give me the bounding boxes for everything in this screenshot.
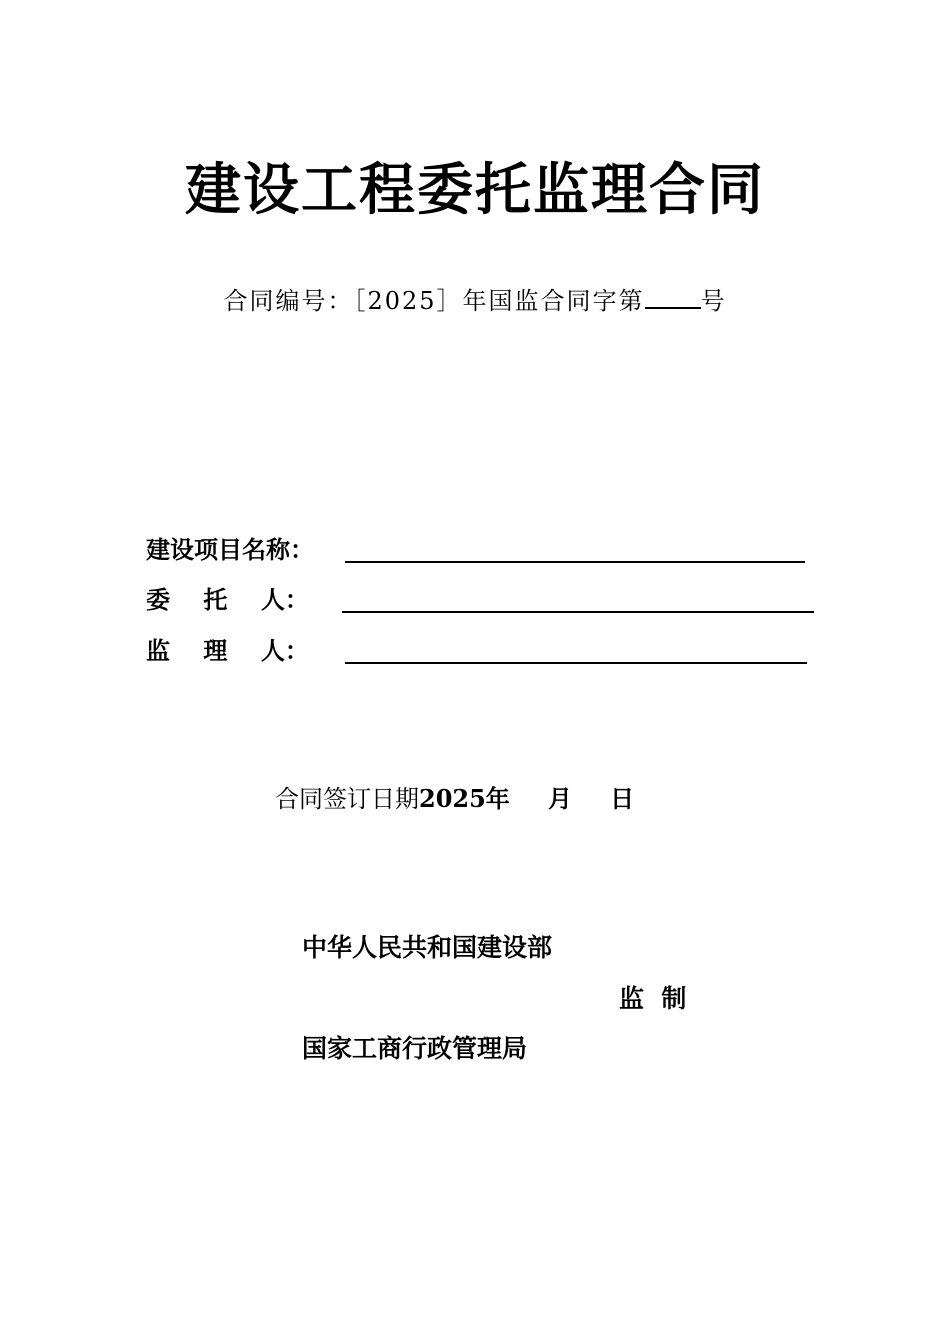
contract-number-prefix: 合同编号：［2025］年国监合同字第 [223,287,645,315]
signing-date-month: 月 [547,784,572,813]
field-label-project-name: 建设项目名称： [146,536,314,564]
contract-number [0,283,950,319]
field-label-client: 委 托 人： [146,586,309,614]
issuer-supervise: 监 制 [619,984,687,1013]
field-line-client [342,611,814,613]
field-label-supervisor: 监 理 人： [146,637,309,665]
field-line-project-name [345,561,805,563]
signing-date-label: 合同签订日期 [275,785,419,813]
signing-date-day: 日 [610,784,635,813]
issuer-ministry: 中华人民共和国建设部 [302,933,553,962]
field-line-supervisor [345,662,807,664]
issuer-bureau: 国家工商行政管理局 [302,1034,528,1063]
contract-number-suffix: 号 [700,287,727,315]
signing-date [275,781,634,817]
contract-number-blank [645,285,701,309]
signing-date-year: 2025年 [419,784,510,813]
document-title: 建设工程委托监理合同 [185,157,765,223]
